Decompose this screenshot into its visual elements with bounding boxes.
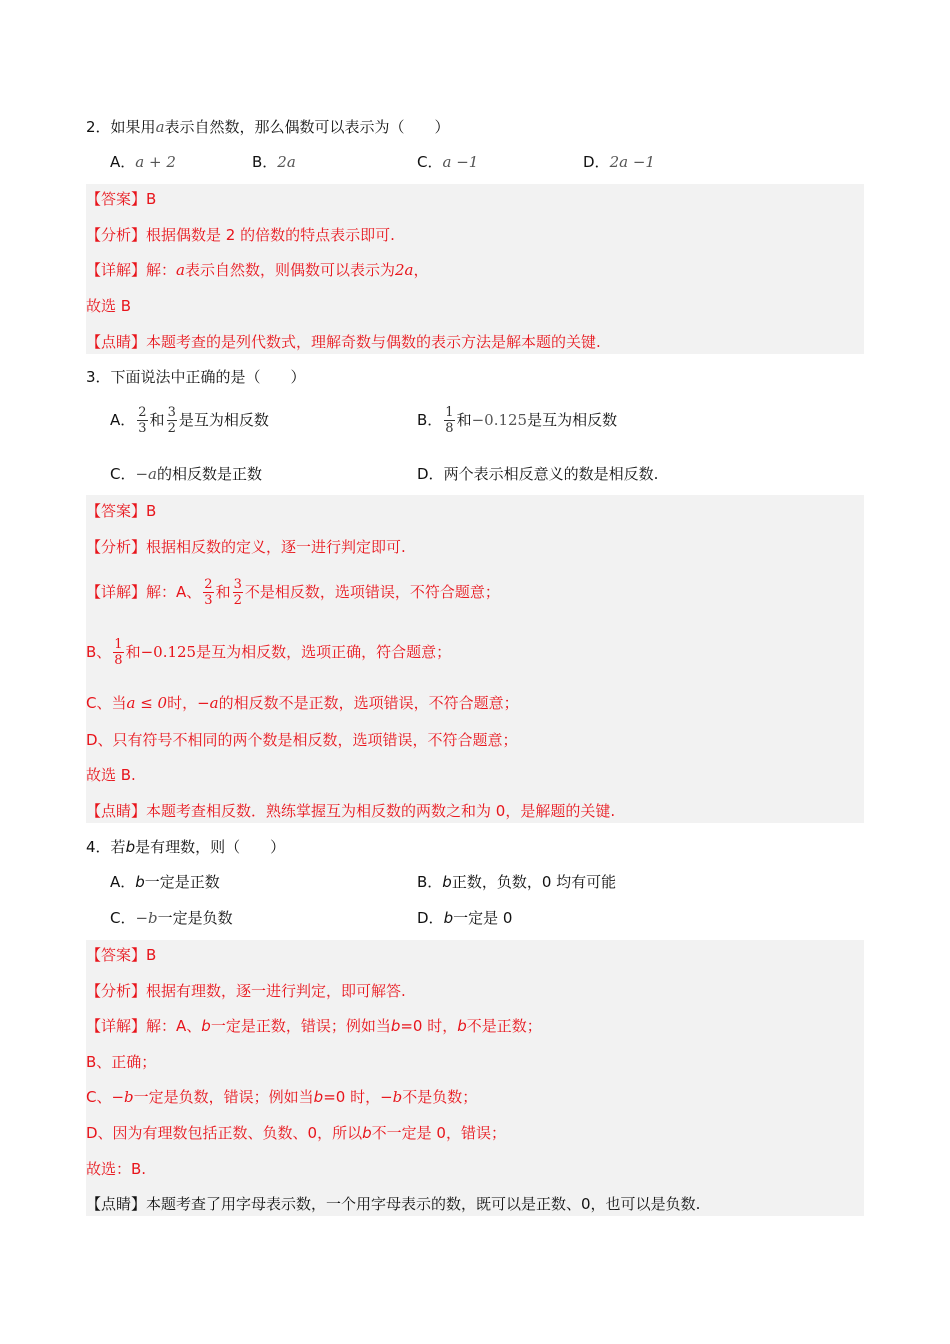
detail-text: 不是负数； (402, 1088, 478, 1106)
numerator: 2 (138, 405, 147, 420)
detail-tag: 【详解】 (86, 261, 147, 279)
analysis-tag: 【分析】 (86, 982, 147, 1000)
numerator: 1 (114, 637, 123, 652)
q4-analysis (86, 980, 406, 1002)
q4-stem-text: 若 (110, 838, 126, 856)
fraction (233, 577, 243, 608)
denominator: 8 (445, 421, 454, 436)
q4-stem (86, 836, 285, 858)
comment-text: 本题考查相反数．熟练掌握互为相反数的两数之和为 0，是解题的关键. (146, 802, 616, 820)
q3-comment (86, 800, 615, 822)
option-letter: B． (252, 153, 278, 171)
comment-text: 本题考查了用字母表示数，一个用字母表示的数，既可以是正数、0，也可以是负数. (146, 1195, 701, 1213)
option-letter: A． (110, 153, 136, 171)
q2-stem-part: 表示自然数，那么偶数可以表示为（ ） (164, 118, 450, 136)
q2-option-d (583, 151, 655, 173)
detail-text: 不一定是 0，错误； (371, 1124, 506, 1142)
detail-text: C、 (86, 1088, 112, 1106)
detail-text: 一定是负数，错误；例如当 (133, 1088, 314, 1106)
detail-text: 的相反数不是正数，选项错误，不符合题意； (218, 694, 519, 712)
q3-detail-d: D、只有符号不相同的两个数是相反数，选项错误，不符合题意； (86, 731, 518, 749)
q3-stem-text: 下面说法中正确的是（ ） (110, 368, 306, 386)
q2-stem (86, 116, 450, 138)
q2-answer (86, 188, 156, 210)
detail-text: 不是相反数，选项错误，不符合题意； (244, 583, 500, 601)
fraction (113, 637, 123, 668)
numerator: 2 (204, 577, 213, 592)
q3-option-b (417, 402, 617, 438)
q3-detail-a (86, 570, 500, 614)
join-text: 和 (125, 643, 141, 661)
q2-stem-part: 如果用 (110, 118, 156, 136)
option-expr: 2a −1 (609, 153, 655, 171)
answer-tag: 【答案】 (86, 190, 147, 208)
option-var: b (443, 909, 454, 927)
q4-answer (86, 944, 156, 966)
denominator: 2 (167, 421, 176, 436)
q2-option-b (252, 151, 296, 173)
answer-value: B (146, 946, 157, 964)
option-text: 正数，负数，0 均有可能 (451, 873, 617, 891)
q4-option-d (417, 907, 512, 929)
analysis-text: 根据偶数是 2 的倍数的特点表示即可. (146, 226, 395, 244)
detail-text: D、因为有理数包括正数、负数、0，所以 (86, 1124, 363, 1142)
join-text: 和 (149, 411, 165, 429)
q3-detail-c (86, 692, 519, 714)
comment-text: 本题考查的是列代数式，理解奇数与偶数的表示方法是解本题的关键. (146, 333, 601, 351)
detail-text: B、 (86, 643, 112, 661)
q3-option-d (417, 463, 658, 485)
q2-option-c (417, 151, 478, 173)
option-text: 是互为相反数 (527, 411, 618, 429)
option-letter: C． (110, 465, 136, 483)
detail-text: 不是正数； (466, 1017, 542, 1035)
detail-expr: a ≤ 0 (126, 694, 168, 712)
analysis-tag: 【分析】 (86, 538, 147, 556)
q2-var: a (155, 118, 165, 136)
q4-stem-text: 是有理数，则（ ） (135, 838, 286, 856)
q3-analysis (86, 536, 406, 558)
detail-text: =0 时， (323, 1088, 381, 1106)
detail-text: 解：A、 (146, 1017, 202, 1035)
denominator: 8 (114, 653, 123, 668)
detail-expr: −a (197, 694, 219, 712)
q2-analysis (86, 224, 395, 246)
detail-text: =0 时， (400, 1017, 458, 1035)
q2-detail (86, 259, 429, 281)
q4-conclusion: 故选：B. (86, 1160, 147, 1178)
option-letter: B． (417, 873, 443, 891)
option-expr: a −1 (442, 153, 479, 171)
fraction (203, 577, 213, 608)
q3-option-a (110, 402, 269, 438)
numerator: 3 (233, 577, 242, 592)
q2-number: 2． (86, 118, 111, 136)
option-letter: B． (417, 411, 443, 429)
join-text: 和 (456, 411, 472, 429)
detail-text: 解： (146, 261, 177, 279)
q3-option-c (110, 463, 262, 485)
analysis-tag: 【分析】 (86, 226, 147, 244)
detail-text: 表示自然数，则偶数可以表示为 (184, 261, 395, 279)
option-text: 的相反数是正数 (157, 465, 263, 483)
denominator: 2 (233, 593, 242, 608)
detail-var: b (201, 1017, 211, 1035)
option-var: b (442, 873, 452, 891)
detail-var: b (457, 1017, 467, 1035)
comment-tag: 【点睛】 (86, 333, 147, 351)
q4-option-a (110, 871, 220, 893)
option-var: b (135, 873, 145, 891)
fraction (137, 405, 147, 436)
option-letter: C． (417, 153, 443, 171)
q4-comment (86, 1193, 700, 1215)
q2-comment (86, 331, 601, 353)
option-number: −0.125 (471, 411, 528, 429)
q2-conclusion: 故选 B (86, 297, 132, 315)
denominator: 3 (138, 421, 147, 436)
option-expr: −b (135, 909, 158, 927)
option-letter: A． (110, 411, 136, 429)
detail-text: 时， (167, 694, 198, 712)
detail-expr: −b (111, 1088, 134, 1106)
answer-value: B (146, 502, 157, 520)
detail-text: 解：A、 (146, 583, 202, 601)
q3-conclusion: 故选 B. (86, 766, 136, 784)
q4-detail-d (86, 1122, 506, 1144)
option-text: 一定是 0 (453, 909, 513, 927)
answer-tag: 【答案】 (86, 946, 147, 964)
numerator: 1 (445, 405, 454, 420)
detail-var: b (390, 1017, 401, 1035)
option-text: 两个表示相反意义的数是相反数. (443, 465, 659, 483)
detail-text: ， (413, 261, 429, 279)
detail-var: b (313, 1088, 324, 1106)
detail-text: 一定是正数，错误；例如当 (210, 1017, 391, 1035)
option-expr: −a (135, 465, 157, 483)
option-letter: A． (110, 873, 136, 891)
comment-tag: 【点睛】 (86, 1195, 147, 1213)
join-text: 和 (215, 583, 231, 601)
option-expr: 2a (277, 153, 296, 171)
q4-option-b (417, 871, 616, 893)
detail-tag: 【详解】 (86, 1017, 147, 1035)
detail-var: a (176, 261, 185, 279)
detail-var: b (362, 1124, 372, 1142)
denominator: 3 (204, 593, 213, 608)
analysis-text: 根据相反数的定义，逐一进行判定即可. (146, 538, 406, 556)
comment-tag: 【点睛】 (86, 802, 147, 820)
q4-detail-c (86, 1086, 477, 1108)
analysis-text: 根据有理数，逐一进行判定，即可解答. (146, 982, 406, 1000)
fraction (444, 405, 454, 436)
option-text: 一定是正数 (144, 873, 220, 891)
q3-detail-b (86, 630, 451, 674)
option-letter: C． (110, 909, 136, 927)
option-text: 一定是负数 (157, 909, 233, 927)
answer-value: B (146, 190, 157, 208)
q4-option-c (110, 907, 233, 929)
q3-answer (86, 500, 156, 522)
option-letter: D． (583, 153, 610, 171)
q3-number: 3． (86, 368, 111, 386)
q3-stem (86, 366, 306, 388)
detail-expr: −b (380, 1088, 403, 1106)
q4-detail-b: B、正确； (86, 1053, 157, 1071)
q2-option-a (110, 151, 176, 173)
detail-text: C、当 (86, 694, 127, 712)
detail-text: 是互为相反数，选项正确，符合题意； (196, 643, 452, 661)
option-letter: D． (417, 465, 444, 483)
option-letter: D． (417, 909, 444, 927)
q4-detail-a (86, 1015, 542, 1037)
detail-expr: 2a (395, 261, 414, 279)
numerator: 3 (167, 405, 176, 420)
option-text: 是互为相反数 (178, 411, 269, 429)
answer-tag: 【答案】 (86, 502, 147, 520)
detail-tag: 【详解】 (86, 583, 147, 601)
q4-number: 4． (86, 838, 111, 856)
detail-number: −0.125 (140, 643, 197, 661)
q4-var: b (125, 838, 136, 856)
option-expr: a + 2 (135, 153, 176, 171)
fraction (167, 405, 177, 436)
